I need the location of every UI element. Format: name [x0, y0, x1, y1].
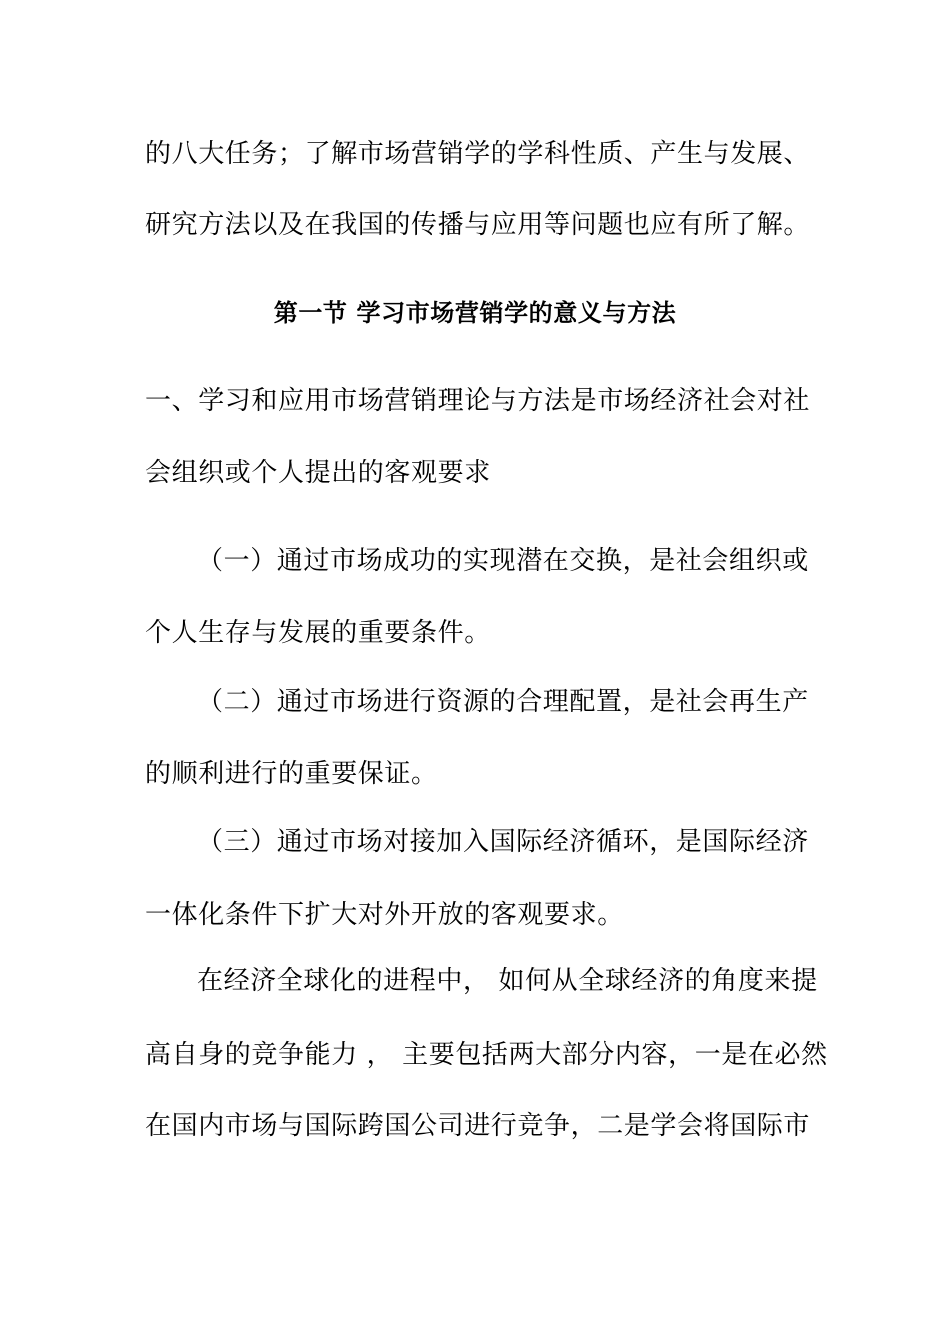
- section-title: 第一节 学习市场营销学的意义与方法: [273, 299, 677, 327]
- sub-point-three-line: （三）通过市场对接加入国际经济循环，是国际经济: [197, 827, 809, 857]
- closing-paragraph-line: 在国内市场与国际跨国公司进行竞争，二是学会将国际市: [145, 1111, 811, 1141]
- sub-point-two-line: （二）通过市场进行资源的合理配置，是社会再生产: [197, 687, 809, 717]
- sub-point-three-line: 一体化条件下扩大对外开放的客观要求。: [145, 900, 624, 930]
- sub-point-one-line: 个人生存与发展的重要条件。: [145, 618, 491, 648]
- sub-point-one-line: （一）通过市场成功的实现潜在交换，是社会组织或: [197, 546, 809, 576]
- sub-point-two-line: 的顺利进行的重要保证。: [145, 759, 438, 789]
- point-one-line: 会组织或个人提出的客观要求: [145, 458, 491, 488]
- point-one-line: 一、学习和应用市场营销理论与方法是市场经济社会对社: [145, 386, 811, 416]
- body-text-line: 的八大任务；了解市场营销学的学科性质、产生与发展、: [145, 139, 811, 169]
- closing-paragraph-line: 在经济全球化的进程中， 如何从全球经济的角度来提: [197, 966, 818, 996]
- closing-paragraph-line: 高自身的竞争能力 ， 主要包括两大部分内容，一是在必然: [145, 1040, 828, 1070]
- body-text-line: 研究方法以及在我国的传播与应用等问题也应有所了解。: [145, 210, 811, 240]
